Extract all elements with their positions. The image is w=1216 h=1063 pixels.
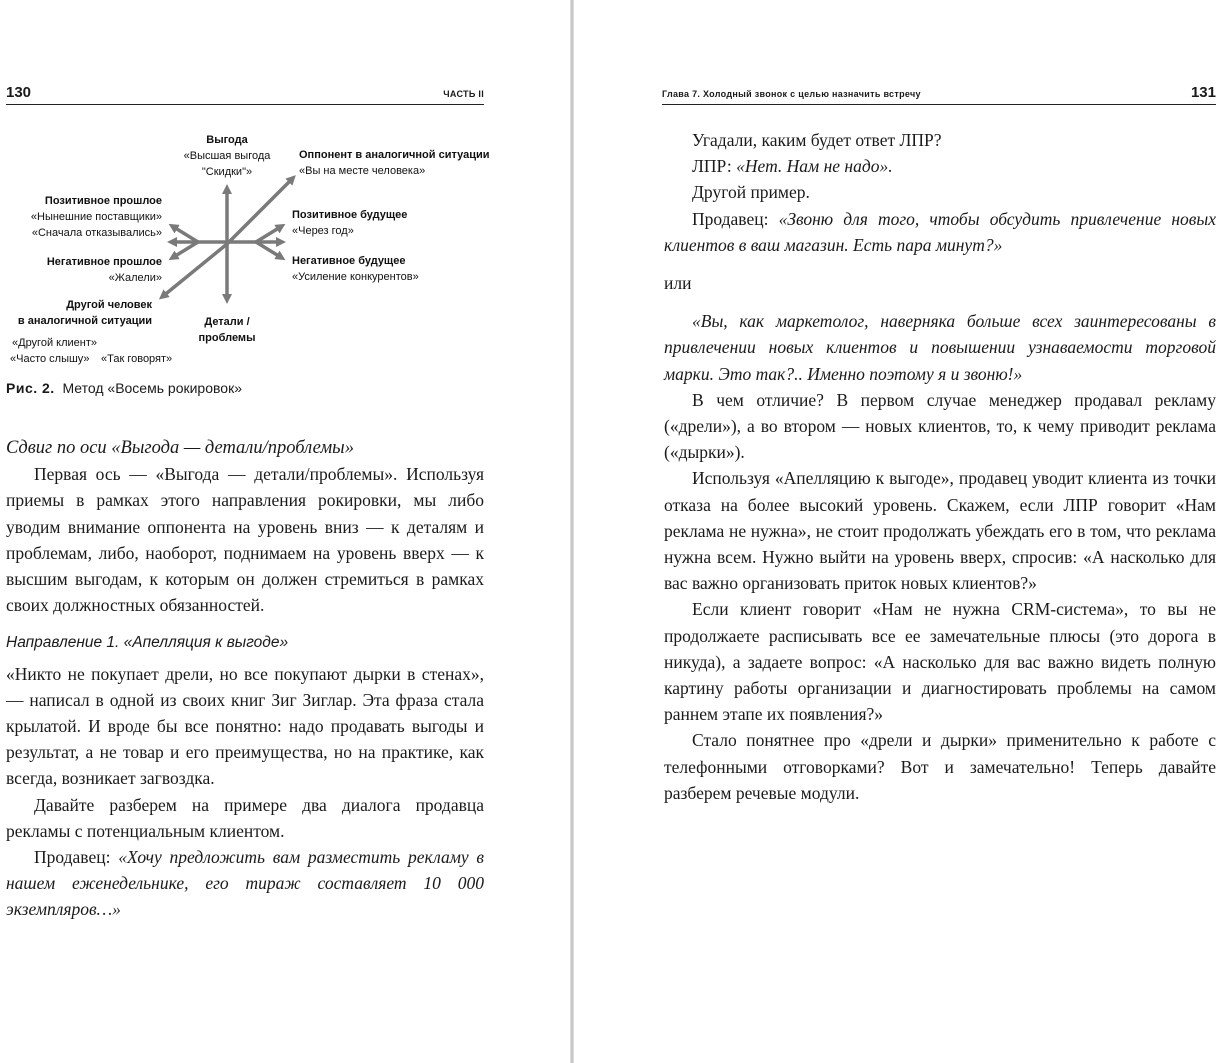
left-body-text (6, 435, 484, 923)
label-other-client: «Другой клиент» (12, 337, 97, 349)
paragraph: Первая ось — «Выгода — детали/проблемы». Используя приемы в рамках этого направления рокировки, мы либо уводим внимание оппонента на уровень вниз — к деталям и проблемам, либо, наоборот, поднимаем на уровень вверх — к высшим выгодам, к которым он должен стремиться в рамках своих должностных обязанностей. (6, 464, 484, 616)
paragraph: В чем отличие? В первом случае менеджер продавал рекламу («дрели»), а во втором — новых клиентов, то, к чему приводит реклама («дырки»). (664, 389, 1216, 463)
page-number: 130 (6, 84, 32, 101)
paragraph: Используя «Апелляцию к выгоде», продавец уводит клиента из точки отказа на более высокий уровень. Скажем, если ЛПР говорит «Нам реклама не нужна», не стоит продолжать убеждать его в том, что реклама нужна всем. Нужно выйти на уровень вверх, спросив: «А насколько для вас важно организовать приток новых клиентов?» (664, 468, 1216, 594)
paragraph: Продавец: «Хочу предложить вам разместить рекламу в нашем еженедельнике, его тираж составляет 10 000 экземпляров…» (6, 847, 484, 920)
label-positive-past: Позитивное прошлое «Нынешние поставщики» «Сначала отказывались» (30, 195, 162, 239)
label-benefit: Выгода «Высшая выгода "Скидки"» (183, 134, 271, 178)
label-opponent: Оппонент в аналогичной ситуации «Вы на месте человека» (299, 149, 490, 177)
paragraph: Другой пример. (692, 182, 810, 203)
paragraph-or: или (664, 273, 692, 294)
right-running-header (662, 86, 1216, 105)
arrow-left-down (172, 242, 198, 258)
label-often-hear: «Часто слышу» (10, 353, 90, 365)
chapter-title: Глава 7. Холодный звонок с целью назначить встречу (662, 89, 921, 99)
paragraph: Продавец: «Звоню для того, чтобы обсудить привлечение новых клиентов в ваш магазин. Есть пара минут?» (664, 208, 1216, 255)
paragraph: Если клиент говорит «Нам не нужна CRM-система», то вы не продолжаете расписывать все ее замечательные плюсы (это дорога в никуда), а задаете вопрос: «А насколько для вас важно видеть полную картину работы организации и диагностировать проблемы на самом раннем этапе их появления?» (664, 599, 1216, 725)
label-other-person: Другой человек в аналогичной ситуации (17, 299, 152, 327)
arrow-right-up (256, 226, 282, 242)
arrow-left-up (172, 226, 198, 242)
label-they-say: «Так говорят» (101, 353, 173, 365)
section-heading: Сдвиг по оси «Выгода — детали/проблемы» (6, 438, 354, 458)
right-body-text (664, 127, 1216, 806)
paragraph: ЛПР: «Нет. Нам не надо». (692, 156, 893, 177)
page-number: 131 (1190, 84, 1216, 101)
part-title: ЧАСТЬ II (443, 89, 484, 99)
paragraph: Угадали, каким будет ответ ЛПР? (692, 130, 942, 150)
label-negative-past: Негативное прошлое «Жалели» (46, 256, 162, 284)
arrow-lower-left (162, 244, 227, 297)
paragraph: Давайте разберем на примере два диалога продавца рекламы с потенциальным клиентом. (6, 794, 484, 841)
subsection-heading: Направление 1. «Апелляция к выгоде» (6, 634, 289, 652)
arrow-upper-right (227, 178, 293, 244)
label-positive-future: Позитивное будущее «Через год» (292, 209, 408, 237)
right-page (574, 0, 1216, 1063)
arrow-right-down (256, 242, 282, 258)
paragraph: Стало понятнее про «дрели и дырки» применительно к работе с телефонными отговорками? Вот и замечательно! Теперь давайте разберем речевые модули. (664, 730, 1216, 803)
label-negative-future: Негативное будущее «Усиление конкурентов» (292, 255, 419, 283)
figure-caption: Рис. 2. Метод «Восемь рокировок» (6, 380, 242, 396)
quote: «Вы, как маркетолог, наверняка больше всех заинтересованы в привлечении новых клиентов и повышении узнаваемости торговой марки. Это так?.. Именно поэтому я и звоню!» (664, 311, 1216, 384)
paragraph: «Никто не покупает дрели, но все покупают дырки в стенах», — написал в одной из своих книг Зиг Зиглар. Эта фраза стала крылатой. И вроде бы все понятно: надо продавать выгоды и результат, а не товар и его преимущества, но на практике, как всегда, возникает загвоздка. (6, 663, 484, 789)
left-page (0, 0, 570, 1063)
label-details-problems: Детали / проблемы (198, 316, 256, 344)
